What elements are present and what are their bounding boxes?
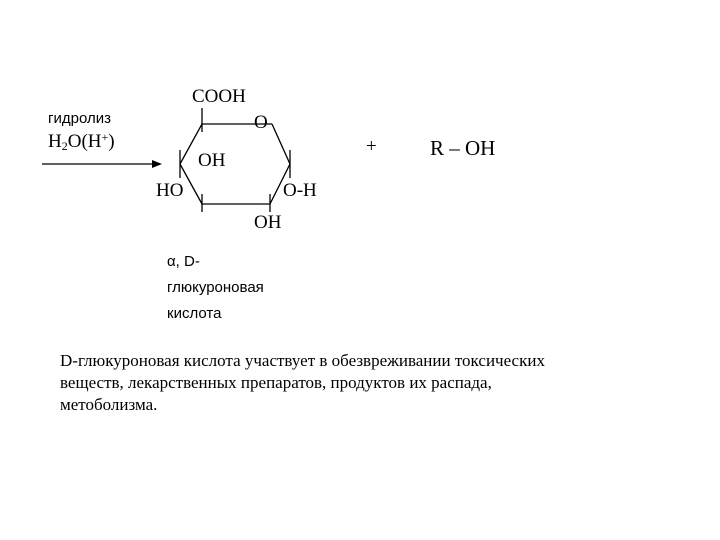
oh-bottom-label: OH (254, 212, 282, 233)
ring-oxygen-label: O (254, 112, 268, 133)
reagent-formula: $H_2O(H^+)$ (48, 130, 115, 153)
plus-sign: + (366, 136, 377, 157)
ring-bond-o-c1 (272, 124, 290, 164)
compound-name (167, 249, 264, 327)
cooh-label: COOH (192, 86, 246, 107)
oh-upper-left-label: OH (198, 150, 226, 171)
hydrolysis-label: гидролиз (48, 110, 111, 127)
note-line-1: D-глюкуроновая кислота участвует в обезвреживании токсических (60, 351, 545, 370)
ho-left-label: HO (156, 180, 184, 201)
alcohol-product: R – OH (430, 136, 496, 160)
compound-name-line-1: α, D- (167, 253, 200, 270)
oh-right-label: O-H (283, 180, 317, 201)
note-line-3: метоболизма. (60, 395, 158, 414)
pyranose-ring (180, 124, 290, 204)
reaction-arrow (42, 160, 162, 168)
note-line-2: веществ, лекарственных препаратов, продуктов их распада, (60, 373, 492, 392)
compound-name-line-2: глюкуроновая (167, 279, 264, 296)
compound-name-line-3: кислота (167, 305, 222, 322)
explanatory-note (60, 350, 545, 416)
